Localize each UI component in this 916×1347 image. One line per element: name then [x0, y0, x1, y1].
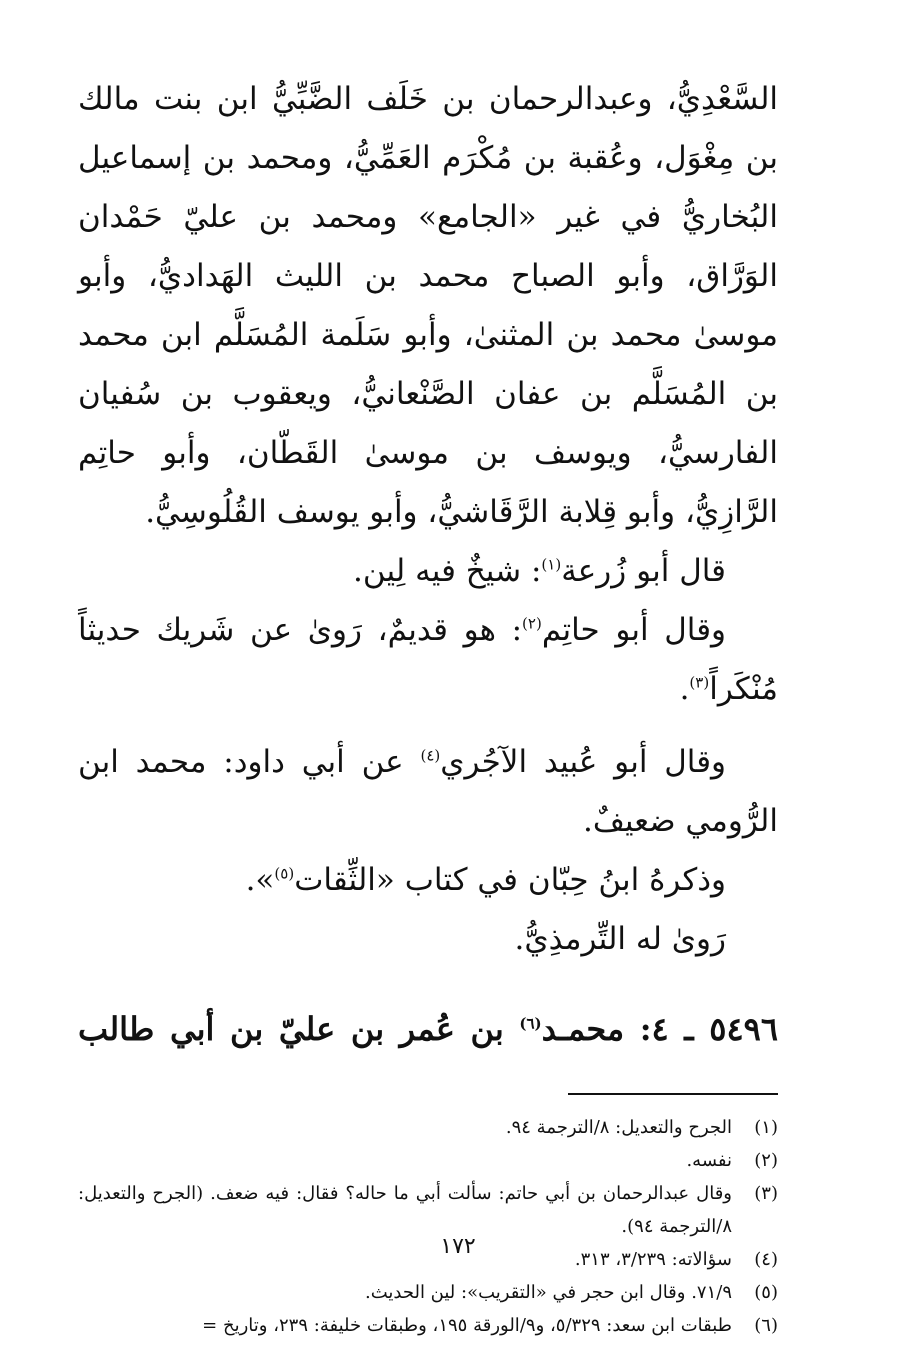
footnote-text: ٧١/٩. وقال ابن حجر في «التقريب»: لين الحديث. [364, 1282, 732, 1303]
entry-heading-text: ٥٤٩٦ ـ ٤: محمـد [541, 1010, 779, 1048]
footnote-ref-5[interactable]: (٥) [274, 864, 295, 883]
footnote-5 [78, 1276, 778, 1309]
footnote-number: (٢) [754, 1150, 778, 1171]
footnotes [78, 1111, 778, 1342]
footnote-separator-wrap [78, 1059, 778, 1095]
main-text [78, 70, 778, 969]
entry-heading-text-2: بن عُمر بن عليّ بن أبي طالب [78, 1010, 520, 1048]
page-number: ١٧٢ [440, 1234, 476, 1259]
footnote-number: (١) [754, 1117, 778, 1138]
abu-zura-text: قال أبو زُرعة [561, 553, 726, 589]
ajurri-paragraph [78, 733, 778, 851]
footnote-ref-6[interactable]: (٦) [519, 1014, 542, 1033]
tirmidhi-paragraph [78, 910, 778, 969]
footnote-text: وقال عبدالرحمان بن أبي حاتم: سألت أبي ما حاله؟ فقال: فيه ضعف. (الجرح والتعديل: ٨/الترجمة ٩٤). [78, 1183, 732, 1237]
footnote-ref-4[interactable]: (٤) [420, 746, 441, 765]
footnote-number: (٦) [754, 1315, 778, 1336]
footnote-6 [78, 1309, 778, 1342]
footnote-text: سؤالاته: ٣/٢٣٩، ٣١٣. [574, 1249, 732, 1270]
narrators-paragraph [78, 70, 778, 542]
ibn-hibban-text-2: ». [245, 862, 275, 898]
footnote-number: (٣) [754, 1183, 778, 1204]
footnote-2 [78, 1144, 778, 1177]
footnote-text: طبقات ابن سعد: ٥/٣٢٩، و٩/الورقة ١٩٥، وطبقات خليفة: ٢٣٩، وتاريخ = [202, 1315, 732, 1336]
ajurri-text: وقال أبو عُبيد الآجُري [440, 744, 726, 780]
abu-zura-text-2: : شيخٌ فيه لِين. [353, 553, 542, 589]
ibn-hibban-paragraph [78, 851, 778, 910]
footnote-number: (٤) [754, 1249, 778, 1270]
abu-hatim-text-3: . [679, 671, 690, 707]
ajurri-text-2: عن أبي داود: محمد ابن الرُّومي ضعيفٌ. [78, 744, 778, 839]
footnote-1 [78, 1111, 778, 1144]
footnote-separator [568, 1093, 778, 1095]
tirmidhi-text: رَوىٰ له التِّرمذِيُّ. [514, 921, 726, 957]
narrators-text: السَّعْدِيُّ، وعبدالرحمان بن خَلَف الضَّبِّيُّ ابن بنت مالك بن مِغْوَل، وعُقبة بن مُكْرَم العَمِّيُّ، ومحمد بن إسماعيل البُخاريُّ في غير «الجامع» ومحمد بن عليّ حَمْدان الوَرَّاق، وأبو الصباح محمد بن الليث الهَداديُّ، وأبو موسىٰ محمد بن المثنىٰ، وأبو سَلَمة المُسَلَّم ابن محمد بن المُسَلَّم بن عفان الصَّنْعانيُّ، ويعقوب بن سُفيان الفارسيُّ، ويوسف بن موسىٰ القَطّان، وأبو حاتِم الرَّازِيُّ، وأبو قِلابة الرَّقَاشيُّ، وأبو يوسف القُلُوسِيُّ. [78, 81, 778, 530]
footnote-text: الجرح والتعديل: ٨/الترجمة ٩٤. [505, 1117, 732, 1138]
footnote-ref-2[interactable]: (٢) [522, 614, 542, 633]
footnote-ref-3[interactable]: (٣) [689, 673, 710, 692]
footnote-ref-1[interactable]: (١) [541, 555, 562, 574]
abu-zura-paragraph [78, 542, 778, 601]
abu-hatim-paragraph [78, 601, 778, 719]
footnote-number: (٥) [754, 1282, 778, 1303]
entry-heading [78, 999, 778, 1059]
abu-hatim-text: وقال أبو حاتِم [541, 612, 726, 648]
footnote-text: نفسه. [686, 1150, 732, 1171]
ibn-hibban-text: وذكرهُ ابنُ حِبّان في كتاب «الثِّقات [294, 862, 726, 898]
book-page [78, 70, 779, 1336]
abu-hatim-text-2: : هو قديمٌ، رَوىٰ عن شَريك حديثاً مُنْكَراً [78, 612, 778, 707]
